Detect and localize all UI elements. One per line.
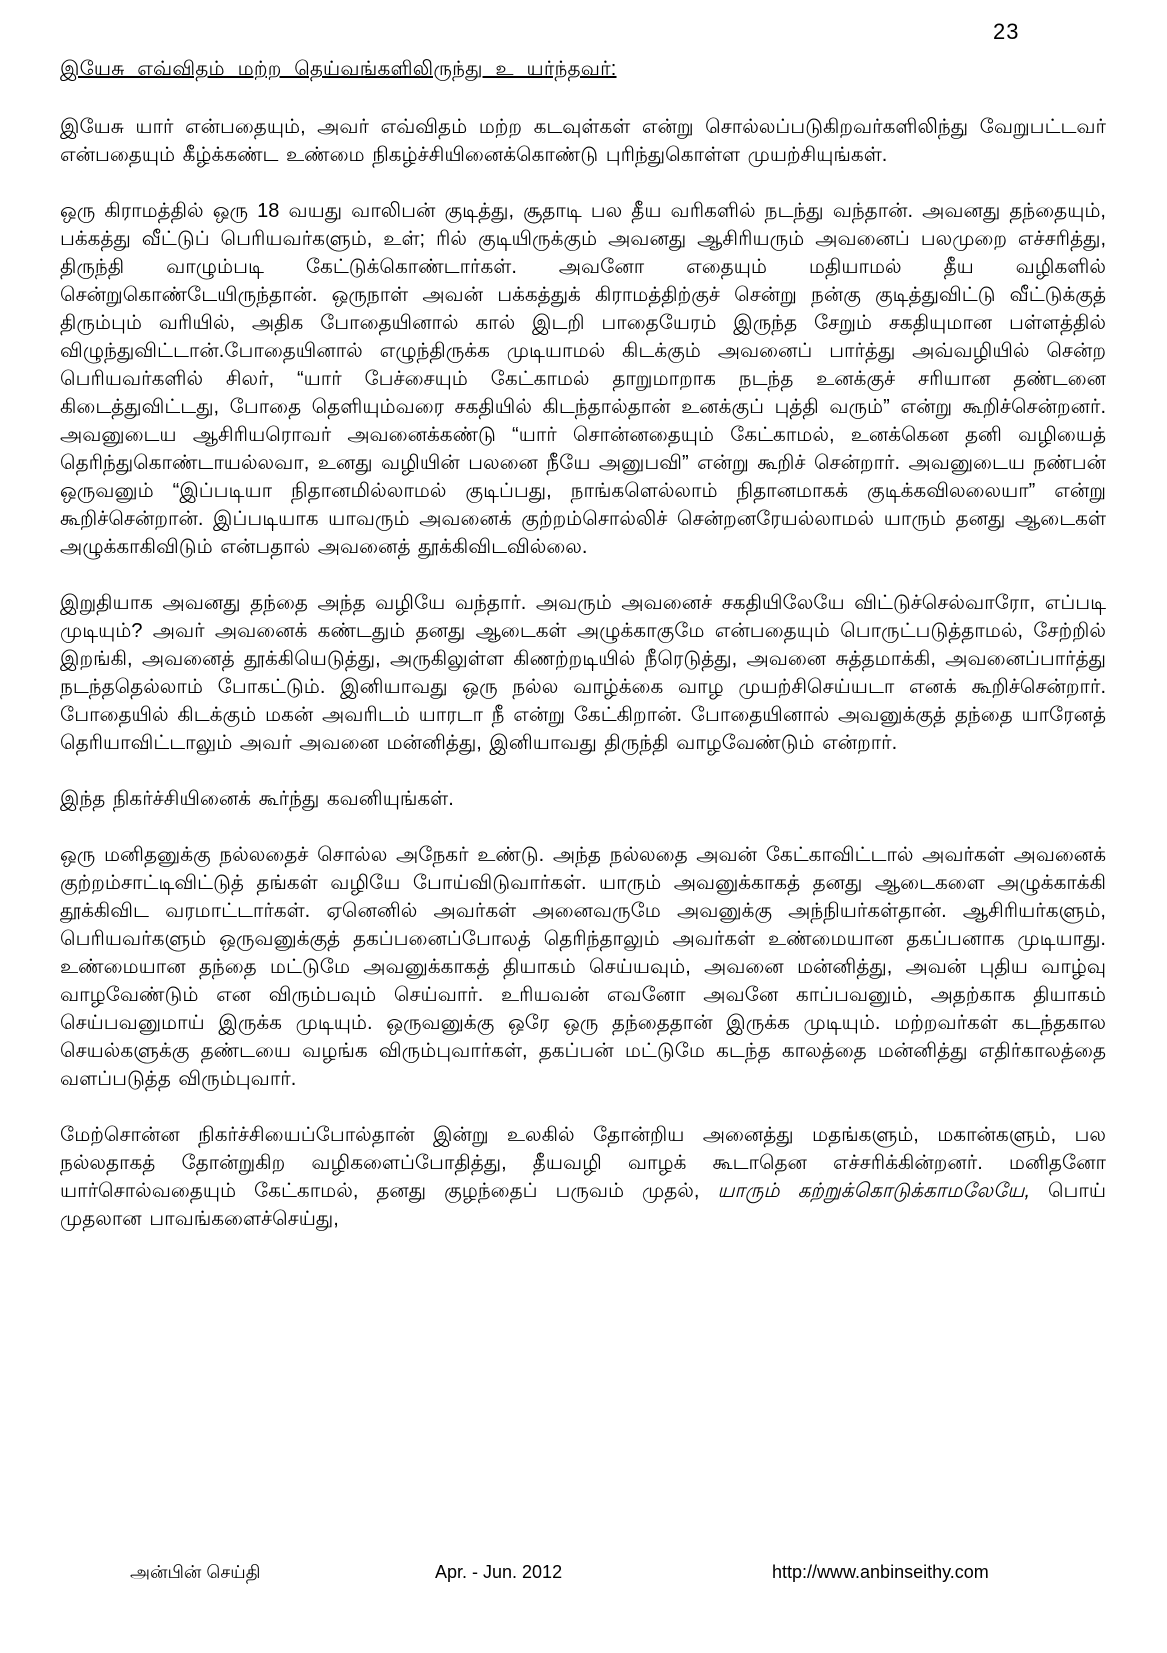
footer-website-url: http://www.anbinseithy.com (772, 1562, 989, 1582)
footer-issue-date: Apr. - Jun. 2012 (435, 1562, 563, 1582)
paragraph-text: மேற்சொன்ன நிகர்ச்சியைப்போல்தான் இன்று உலகில் தோன்றிய அனைத்து மதங்களும், மகான்களும், பல நல்லதாகத் தோன்றுகிற வழிகளைப்போதித்து, தீயவழி வாழக் கூடாதென எச்சரிக்கின்றனர். மனிதனோ யார்சொல்வதையும் கேட்காமல், தனது குழந்தைப் பருவம் முதல், (60, 1124, 1106, 1202)
body-paragraph: ஒரு மனிதனுக்கு நல்லதைச் சொல்ல அநேகர் உண்டு. அந்த நல்லதை அவன் கேட்காவிட்டால் அவர்கள் அவனைக் குற்றம்சாட்டிவிட்டுத் தங்கள் வழியே போய்விடுவார்கள். யாரும் அவனுக்காகத் தனது ஆடைகளை அழுக்காக்கி தூக்கிவிட வரமாட்டார்கள். ஏனெனில் அவர்கள் அனைவருமே அவனுக்கு அந்நியர்கள்தான். ஆசிரியர்களும், பெரியவர்களும் ஒருவனுக்குத் தகப்பனைப்போலத் தெரிந்தாலும் அவர்கள் உண்மையான தகப்பனாக முடியாது. உண்மையான தந்தை மட்டுமே அவனுக்காகத் தியாகம் செய்யவும், அவனை மன்னித்து, அவன் புதிய வாழ்வு வாழவேண்டும் என விரும்பவும் செய்வார். உரியவன் எவனோ அவனே காப்பவனும், அதற்காக தியாகம் செய்பவனுமாய் இருக்க முடியும். ஒருவனுக்கு ஒரே ஒரு தந்தைதான் இருக்க முடியும். மற்றவர்கள் கடந்தகால செயல்களுக்கு தண்டயை வழங்க விரும்புவார்கள், தகப்பன் மட்டுமே கடந்த காலத்தை மன்னித்து எதிர்காலத்தை வளப்படுத்த விரும்புவார். (60, 844, 1106, 1090)
body-paragraph: இயேசு யார் என்பதையும், அவர் எவ்விதம் மற்ற கடவுள்கள் என்று சொல்லப்படுகிறவர்களிலிந்து வேறுபட்டவர் என்பதையும் கீழ்க்கண்ட உண்மை நிகழ்ச்சியினைக்கொண்டு புரிந்துகொள்ள முயற்சியுங்கள். (60, 116, 1106, 166)
article-title: இயேசு எவ்விதம் மற்ற தெய்வங்களிலிருந்து உ யர்ந்தவர்: (60, 58, 617, 80)
page-number: 23 (993, 19, 1020, 44)
body-paragraph: இந்த நிகர்ச்சியினைக் கூர்ந்து கவனியுங்கள். (60, 788, 454, 810)
article-body (60, 58, 1106, 1233)
paragraph-italic-text: யாரும் கற்றுக்கொடுக்காமலேயே, (717, 1180, 1030, 1202)
body-paragraph: ஒரு கிராமத்தில் ஒரு 18 வயது வாலிபன் குடித்து, சூதாடி பல தீய வரிகளில் நடந்து வந்தான். அவனது தந்தையும், பக்கத்து வீட்டுப் பெரியவர்களும், உள்; ரில் குடியிருக்கும் அவனது ஆசிரியரும் அவனைப் பலமுறை எச்சரித்து, திருந்தி வாழும்படி கேட்டுக்கொண்டார்கள். அவனோ எதையும் மதியாமல் தீய வழிகளில் சென்றுகொண்டேயிருந்தான். ஒருநாள் அவன் பக்கத்துக் கிராமத்திற்குச் சென்று நன்கு குடித்துவிட்டு வீட்டுக்குத் திரும்பும் வரியில், அதிக போதையினால் கால் இடறி பாதையேரம் இருந்த சேறும் சகதியுமான பள்ளத்தில் விழுந்துவிட்டான்.போதையினால் எழுந்திருக்க முடியாமல் கிடக்கும் அவனைப் பார்த்து அவ்வழியில் சென்ற பெரியவர்களில் சிலர், “யார் பேச்சையும் கேட்காமல் தாறுமாறாக நடந்த உனக்குச் சரியான தண்டனை கிடைத்துவிட்டது, போதை தெளியும்வரை சகதியில் கிடந்தால்தான் உனக்குப் புத்தி வரும்” என்று கூறிச்சென்றனர். அவனுடைய ஆசிரியரொவர் அவனைக்கண்டு “யார் சொன்னதையும் கேட்காமல், உனக்கென தனி வழியைத் தெரிந்துகொண்டாயல்லவா, உனது வழியின் பலனை நீயே அனுபவி” என்று கூறிச் சென்றார். அவனுடைய நண்பன் ஒருவனும் “இப்படியா நிதானமில்லாமல் குடிப்பது, நாங்களெல்லாம் நிதானமாகக் குடிக்கவிலலையா” என்று கூறிச்சென்றான். இப்படியாக யாவரும் அவனைக் குற்றம்சொல்லிச் சென்றனரேயல்லாமல் யாரும் தனது ஆடைகள் அழுக்காகிவிடும் என்பதால் அவனைத் தூக்கிவிடவில்லை. (60, 200, 1106, 558)
footer-publication-name: அன்பின் செய்தி (130, 1562, 261, 1582)
body-paragraph (60, 1121, 1106, 1233)
body-paragraph: இறுதியாக அவனது தந்தை அந்த வழியே வந்தார். அவரும் அவனைச் சகதியிலேயே விட்டுச்செல்வாரோ, எப்படி முடியும்? அவர் அவனைக் கண்டதும் தனது ஆடைகள் அழுக்காகுமே என்பதையும் பொருட்படுத்தாமல், சேற்றில் இறங்கி, அவனைத் தூக்கியெடுத்து, அருகிலுள்ள கிணற்றடியில் நீரெடுத்து, அவனை சுத்தமாக்கி, அவனைப்பார்த்து நடந்ததெல்லாம் போகட்டும். இனியாவது ஒரு நல்ல வாழ்க்கை வாழ முயற்சிசெய்யடா எனக் கூறிச்சென்றார். போதையில் கிடக்கும் மகன் அவரிடம் யாரடா நீ என்று கேட்கிறான். போதையினால் அவனுக்குத் தந்தை யாரேனத் தெரியாவிட்டாலும் அவர் அவனை மன்னித்து, இனியாவது திருந்தி வாழவேண்டும் என்றார். (60, 592, 1106, 754)
paragraph-text: பொய் முதலான பாவங்களைச்செய்து, (60, 1180, 1106, 1230)
